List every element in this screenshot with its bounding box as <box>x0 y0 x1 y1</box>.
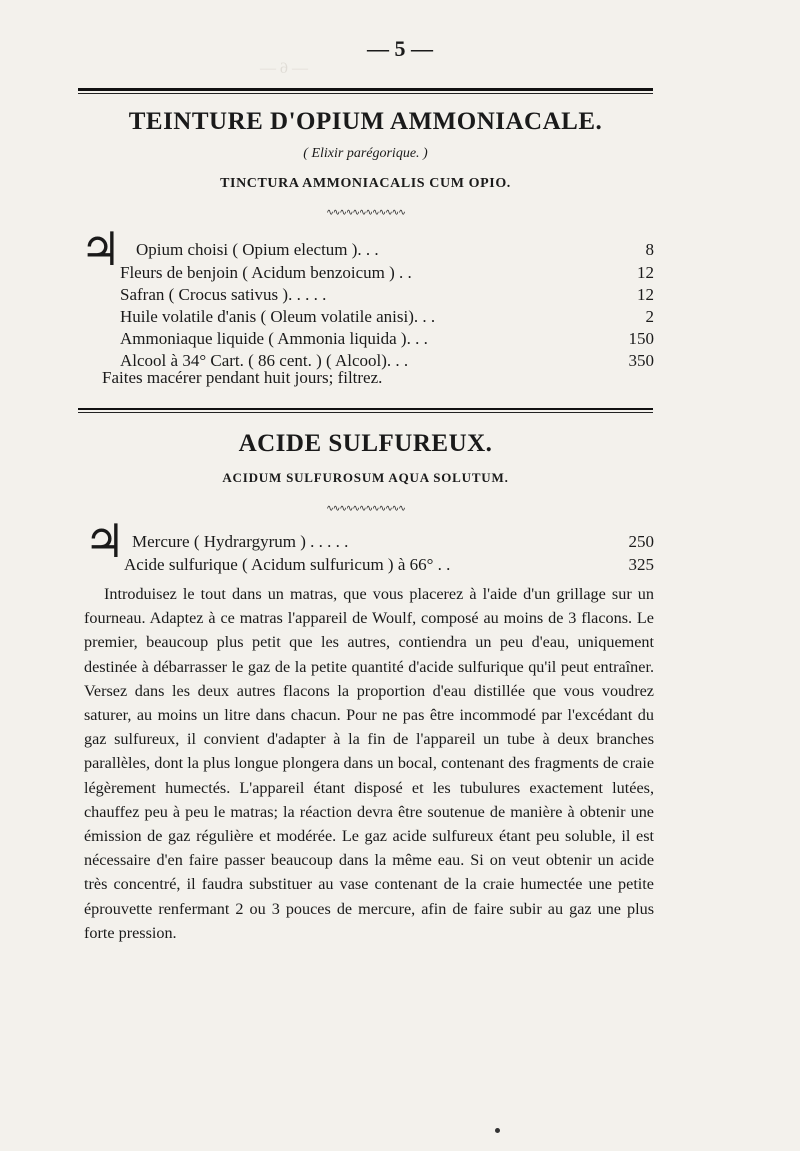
recipe-symbol-icon: ♃ <box>80 222 122 276</box>
ingredient-qty: 2 <box>645 307 654 326</box>
section2-paragraph: Introduisez le tout dans un matras, que vous placerez à l'aide d'un grillage sur un fourneau. Adaptez à ce matras l'appareil de Woulf, composé au moins de 3 flacons. Le premier, beaucoup plus petit que les autres, contiendra un peu d'eau, uniquement destinée à débarrasser le gaz de la petite quantité d'acide sulfurique qu'il peut entraîner. Versez dans les deux autres flacons la proportion d'eau distillée que vous voudrez saturer, au moins un litre dans chacun. Pour ne pas être incommodé par l'excédant du gaz sulfureux, il convient d'adapter à la fin de l'appareil un tube à deux branches parallèles, dont la plus longue plongera dans un bocal, contenant des fragments de craie légèrement humectés. L'appareil étant disposé et les tubulures exactement lutées, chauffez peu à peu le matras; la réaction devra être soutenue de manière à obtenir une émission de gaz régulière et modérée. Le gaz acide sulfureux étant peu soluble, il est nécessaire d'en faire passer beaucoup dans la même eau. Si on veut obtenir un acide très concentré, il faudra substituer au vase contenant de la craie humectée une petite éprouvette renfermant 2 ou 3 pouces de mercure, afin de faire subir au gaz une plus forte pression. <box>84 585 654 942</box>
middle-rule-thick <box>78 408 653 410</box>
section1-instruction: Faites macérer pendant huit jours; filtrez. <box>102 368 383 387</box>
bleed-through-text: — 6 — <box>260 60 308 77</box>
ingredient-qty: 12 <box>637 285 654 304</box>
ingredient-qty: 325 <box>628 555 654 574</box>
ingredient-name: Fleurs de benjoin ( Acidum benzoicum ) . . <box>120 263 412 282</box>
section2-latin-title: ACIDUM SULFUROSUM AQUA SOLUTUM. <box>222 470 509 485</box>
section1-ornament: ∿∿∿∿∿∿∿∿∿∿∿∿ <box>326 208 405 218</box>
ingredient-row <box>0 555 800 577</box>
section1-latin-title: TINCTURA AMMONIACALIS CUM OPIO. <box>220 176 511 191</box>
ingredient-row <box>0 307 800 329</box>
ingredient-row <box>0 285 800 307</box>
recipe-symbol-icon: ♃ <box>84 514 126 568</box>
ingredient-qty: 8 <box>645 240 654 259</box>
ingredient-name: Huile volatile d'anis ( Oleum volatile anisi). . . <box>120 307 436 326</box>
ingredient-row <box>0 329 800 351</box>
middle-rule-thin <box>78 412 653 413</box>
ingredient-name: Safran ( Crocus sativus ). . . . . <box>120 285 327 304</box>
section1-subtitle: ( Elixir parégorique. ) <box>303 146 428 161</box>
section2-ornament: ∿∿∿∿∿∿∿∿∿∿∿∿ <box>326 504 405 514</box>
ingredient-name: Mercure ( Hydrargyrum ) . . . . . <box>132 532 349 551</box>
section1-title: TEINTURE D'OPIUM AMMONIACALE. <box>128 108 603 135</box>
ingredient-name: Alcool à 34° Cart. ( 86 cent. ) ( Alcool). . . <box>120 351 409 370</box>
top-rule-thick <box>78 88 653 91</box>
ingredient-row <box>0 532 800 554</box>
section2-title: ACIDE SULFUREUX. <box>238 430 493 457</box>
ingredient-row <box>0 240 800 262</box>
ingredient-qty: 350 <box>628 351 654 370</box>
ingredient-qty: 12 <box>637 263 654 282</box>
ingredient-qty: 150 <box>628 329 654 348</box>
ingredient-row <box>0 263 800 285</box>
page-speck <box>495 1128 500 1133</box>
ingredient-name: Ammoniaque liquide ( Ammonia liquida ). . . <box>120 329 428 348</box>
ingredient-qty: 250 <box>628 532 654 551</box>
page-number: — 5 — <box>367 36 433 61</box>
top-rule-thin <box>78 93 653 94</box>
ingredient-name: Acide sulfurique ( Acidum sulfuricum ) à 66° . . <box>124 555 451 574</box>
ingredient-name: Opium choisi ( Opium electum ). . . <box>136 240 379 259</box>
